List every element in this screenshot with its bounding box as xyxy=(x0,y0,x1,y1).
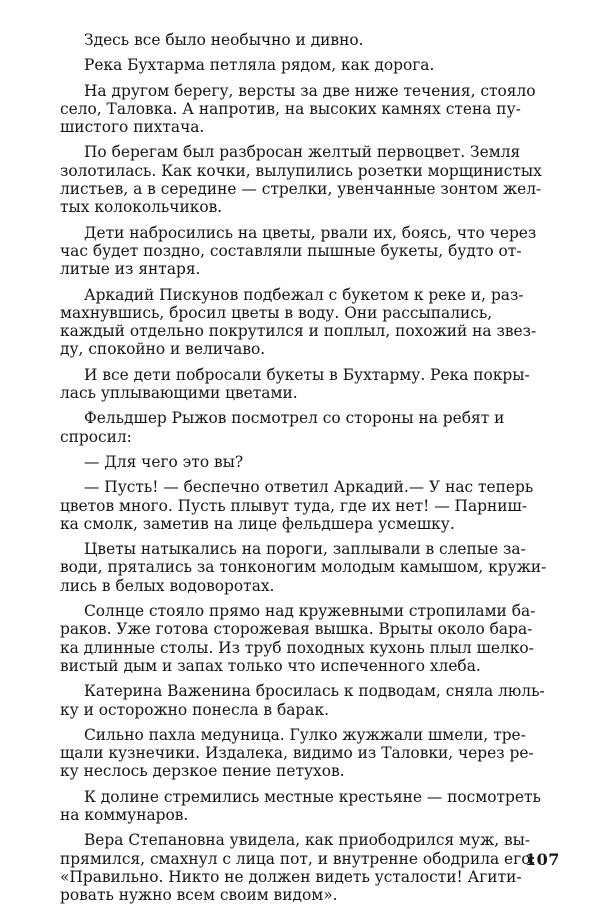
paragraph xyxy=(60,82,560,137)
paragraph xyxy=(60,682,560,719)
text-line: прямился, смахнул с лица пот, и внутренне ободрила его: xyxy=(60,849,536,868)
paragraph xyxy=(60,726,560,781)
body-text xyxy=(60,31,560,911)
text-line: час будет поздно, составляли пышные букеты, будто от- xyxy=(60,241,522,260)
text-line: вистый дым и запах только что испеченного хлеба. xyxy=(60,656,481,675)
text-line: води, прятались за тонконогим молодым камышом, кружи- xyxy=(60,558,547,577)
text-line: щали кузнечики. Издалека, видимо из Таловки, через ре- xyxy=(60,744,534,763)
text-line: Сильно пахла медуница. Гулко жужжали шмели, тре- xyxy=(84,725,526,744)
text-line: цветов много. Пусть плывут туда, где их нет! — Парниш- xyxy=(60,496,528,515)
text-line: — Для чего это вы? xyxy=(84,452,244,471)
text-line: ровать нужно всем своим видом». xyxy=(60,886,338,905)
text-line: на коммунаров. xyxy=(60,805,189,824)
text-line: лась уплывающими цветами. xyxy=(60,384,298,403)
text-line: каждый отдельно покрутился и поплыл, похожий на звез- xyxy=(60,322,537,341)
text-line: Аркадий Пискунов подбежал с букетом к реке и, раз- xyxy=(84,285,524,304)
paragraph xyxy=(60,409,560,446)
text-line: По берегам был разбросан желтый первоцвет. Земля xyxy=(84,143,521,162)
paragraph xyxy=(60,540,560,595)
text-line: И все дети побросали букеты в Бухтарму. Река покры- xyxy=(84,365,530,384)
text-line: Солнце стояло прямо над кружевными стропилами ба- xyxy=(84,602,536,621)
paragraph xyxy=(60,831,560,904)
paragraph xyxy=(60,286,560,359)
text-line: — Пусть! — беспечно ответил Аркадий.— У нас теперь xyxy=(84,478,534,497)
paragraph xyxy=(60,453,560,471)
text-line: тых колокольчиков. xyxy=(60,198,223,217)
paragraph xyxy=(60,788,560,825)
text-line: Катерина Важенина бросилась к подводам, сняла люль- xyxy=(84,682,545,701)
paragraph xyxy=(60,224,560,279)
paragraph xyxy=(60,366,560,403)
paragraph xyxy=(60,478,560,533)
text-line: ка длинные столы. Из труб походных кухонь плыл шелко- xyxy=(60,638,534,657)
text-line: «Правильно. Никто не должен видеть усталости! Агити- xyxy=(60,867,522,886)
text-line: село, Таловка. А напротив, на высоких камнях стена пу- xyxy=(60,99,521,118)
text-line: ду, спокойно и величаво. xyxy=(60,340,266,359)
text-line: К долине стремились местные крестьяне — посмотреть xyxy=(84,787,541,806)
text-line: шистого пихтача. xyxy=(60,118,205,137)
text-line: ку и осторожно понесла в барак. xyxy=(60,700,329,719)
paragraph xyxy=(60,143,560,216)
text-line: Здесь все было необычно и дивно. xyxy=(84,31,364,49)
text-line: Цветы натыкались на пороги, заплывали в слепые за- xyxy=(84,540,526,559)
text-line: листьев, а в середине — стрелки, увенчанные зонтом жел- xyxy=(60,180,542,199)
text-line: раков. Уже готова сторожевая вышка. Врыты около бара- xyxy=(60,620,533,639)
text-line: Река Бухтарма петляла рядом, как дорога. xyxy=(84,56,435,75)
text-line: Вера Степановна увидела, как приободрился муж, вы- xyxy=(84,831,531,850)
text-line: золотилась. Как кочки, вылупились розетки морщинистых xyxy=(60,161,542,180)
text-line: литые из янтаря. xyxy=(60,260,201,279)
text-line: На другом берегу, версты за две ниже течения, стояло xyxy=(84,81,536,100)
text-line: ка смолк, заметив на лице фельдшера усмешку. xyxy=(60,514,455,533)
paragraph xyxy=(60,602,560,675)
text-line: Дети набросились на цветы, рвали их, боясь, что через xyxy=(84,223,537,242)
text-line: спросил: xyxy=(60,427,132,446)
text-line: лись в белых водоворотах. xyxy=(60,576,275,595)
text-line: Фельдшер Рыжов посмотрел со стороны на ребят и xyxy=(84,409,505,428)
text-line: ку неслось дерзкое пение петухов. xyxy=(60,762,345,781)
text-line: махнувшись, бросил цветы в воду. Они рассыпались, xyxy=(60,303,493,322)
page-number: 107 xyxy=(525,850,560,869)
paragraph xyxy=(60,31,560,49)
paragraph xyxy=(60,56,560,74)
